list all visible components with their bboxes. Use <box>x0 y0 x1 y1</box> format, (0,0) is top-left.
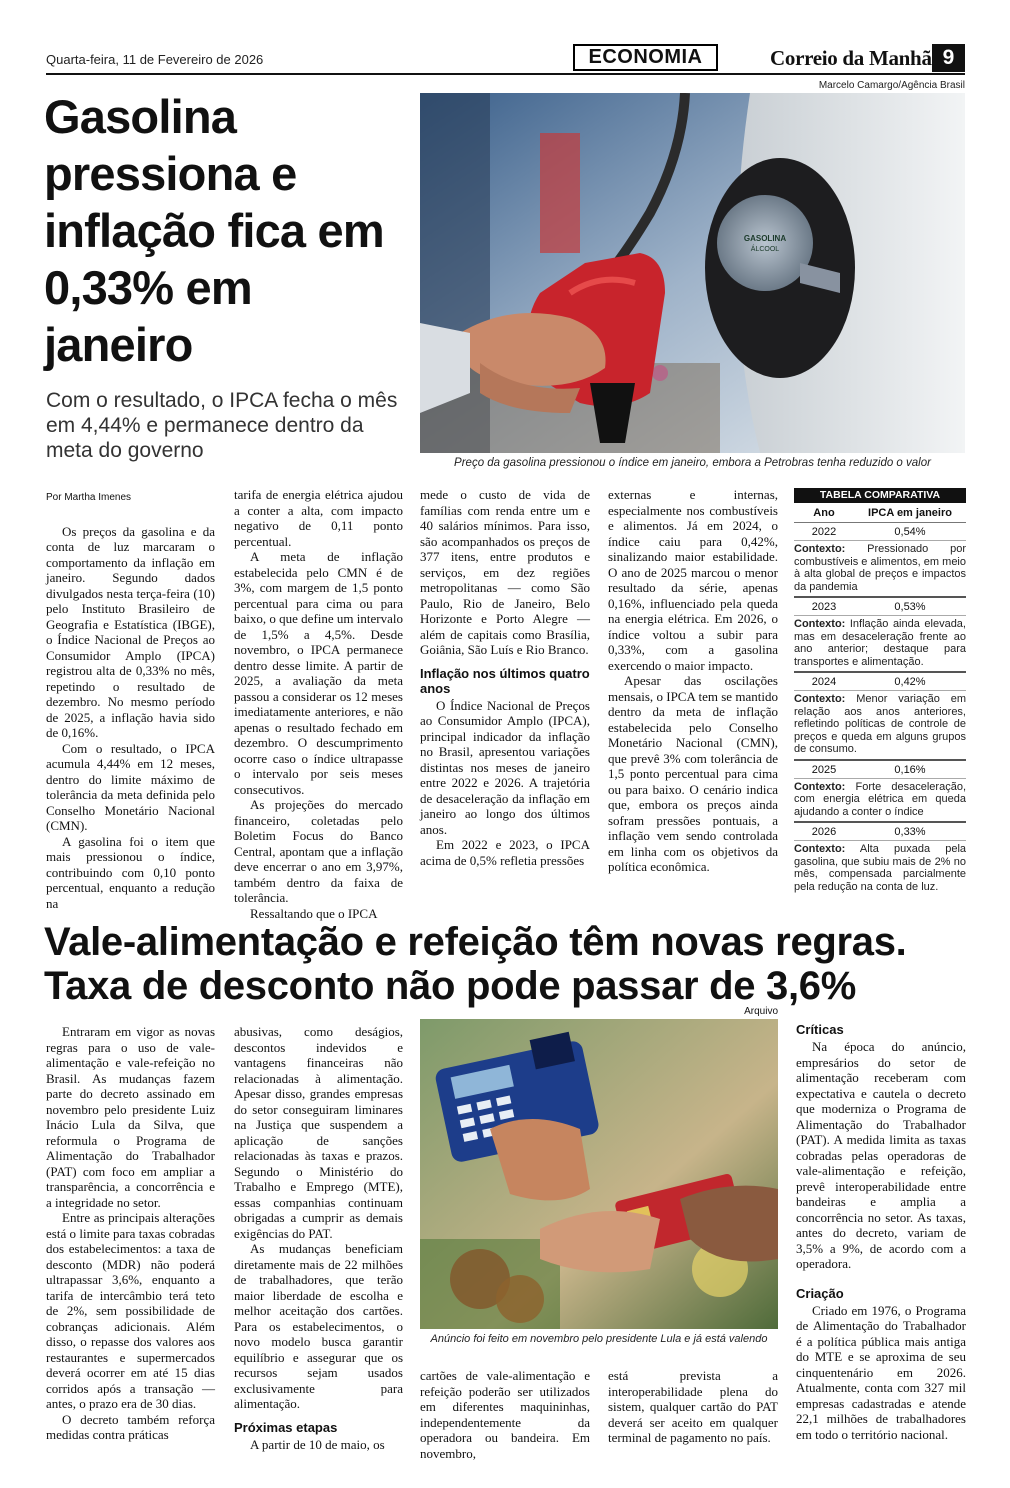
context-text: Forte desaceleração, com energia elétrica em queda ajudando a conter o índice <box>794 780 966 818</box>
card-payment-illustration <box>420 1019 778 1329</box>
context-label: Contexto: <box>794 543 846 555</box>
paragraph: está prevista a interoperabilidade plena do sistem, qualquer cartão do PAT deverá ser aceito em qualquer terminal de pagamento no país. <box>608 1368 778 1445</box>
column-header-year: Ano <box>813 507 835 519</box>
context-label: Contexto: <box>794 618 846 630</box>
table-title: TABELA COMPARATIVA <box>794 488 966 503</box>
table-row <box>794 761 966 779</box>
headline-line-2: Taxa de desconto não pode passar de 3,6% <box>44 964 856 1008</box>
table-context <box>794 541 966 598</box>
context-label: Contexto: <box>794 843 846 855</box>
gas-pump-photo <box>420 93 965 453</box>
article2-column-1 <box>46 1024 215 1443</box>
article1-photo-caption: Preço da gasolina pressionou o índice em janeiro, embora a Petrobras tenha reduzido o valor <box>454 457 931 469</box>
article1-subtitle: Com o resultado, o IPCA fecha o mês em 4,44% e permanece dentro da meta do governo <box>46 389 398 462</box>
table-value: 0,33% <box>894 826 926 838</box>
paragraph: abusivas, como deságios, descontos indevidos e vantagens financeiras não relacionadas à alimentação. Apesar disso, grandes empresas do setor conseguiram liminares na Justiça que suspendem a aplicação de sanções relacionadas às taxas e prazos. Segundo o Ministério do Trabalho e Emprego (MTE), essas companhias continuam obrigadas a cumprir as demais exigências do PAT. <box>234 1024 403 1241</box>
context-label: Contexto: <box>794 780 846 793</box>
section-label: ECONOMIA <box>573 44 718 71</box>
paragraph: A meta de inflação estabelecida pelo CMN é de 3%, com margem de 1,5 ponto percentual para cima ou para baixo, o que define um intervalo de 1,5% a 4,5%. Desde novembro, o IPCA permanece dentro desse limite. A partir de 2025, a avaliação da meta passou a considerar os 12 meses imediatamente anteriores, e não apenas o resultado fechado em dezembro. O descumprimento ocorre caso o índice ultrapasse o intervalo por seis meses consecutivos. <box>234 549 403 797</box>
svg-text:ÁLCOOL: ÁLCOOL <box>750 246 780 253</box>
article2-headline <box>44 920 974 1008</box>
table-year: 2023 <box>811 601 837 613</box>
article1-column-3 <box>420 487 590 868</box>
paragraph: cartões de vale-alimentação e refeição poderão ser utilizados em diferentes maquininhas, independentemente da operadora ou bandeira. Em novembro, <box>420 1368 590 1461</box>
article2-photo-credit: Arquivo <box>744 1006 778 1017</box>
context-label: Contexto: <box>794 693 846 705</box>
table-context <box>794 841 966 896</box>
paragraph: Criado em 1976, o Programa de Alimentação do Trabalhador é a política pública mais antiga do MTE e se aproxima de seu cinquentenário em 2026. Atualmente, conta com 327 mil empresas cadastradas e atende 22,1 milhões de trabalhadores em todo o território nacional. <box>796 1302 966 1442</box>
table-row <box>794 598 966 616</box>
context-text: Pressionado por combustíveis e alimentos, em meio à alta global de preços e impactos da pandemia <box>794 543 966 593</box>
paragraph: A gasolina foi o item que mais pressionou o índice, contribuindo com 0,10 ponto percentual, enquanto a redução na <box>46 833 215 911</box>
headline-line-1: Vale-alimentação e refeição têm novas regras. <box>44 920 907 964</box>
paragraph: Entraram em vigor as novas regras para o uso de vale-alimentação e vale-refeição no Brasil. As mudanças fazem parte do decreto assinado em novembro pelo presidente Luiz Inácio Lula da Silva, que reformula o Programa de Alimentação do Trabalhador (PAT) com foco em ampliar a transparência, a concorrência e a integridade no setor. <box>46 1024 215 1210</box>
subheading: Inflação nos últimos quatro anos <box>420 665 590 696</box>
paragraph: Entre as principais alterações está o limite para taxas cobradas dos estabelecimentos: a taxa de desconto (MDR) não poderá ultrapassar 3,6%, enquanto a tarifa de intercâmbio terá teto de 2%, sem possibilidade de cobranças adicionais. Além disso, o repasse dos valores aos restaurantes e supermercados deverá ocorrer em até 15 dias corridos após a transação — antes, o prazo era de 30 dias. <box>46 1210 215 1411</box>
table-year: 2024 <box>811 676 837 688</box>
table-context <box>794 616 966 673</box>
paragraph: O Índice Nacional de Preços ao Consumidor Amplo (IPCA), principal indicador da inflação no Brasil, apresentou variações distintas nos meses de janeiro entre 2022 e 2026. A trajetória de desaceleração da inflação em janeiro ao longo dos últimos anos. <box>420 697 590 837</box>
card-payment-photo <box>420 1019 778 1329</box>
paragraph: Apesar das oscilações mensais, o IPCA tem se mantido dentro da meta de inflação estabelecida pelo Conselho Monetário Nacional (CMN), que prevê 3% com tolerância de 1,5 ponto percentual para cima ou para baixo. O cenário indica que, embora os preços ainda sofram pressões pontuais, a inflação vem sendo controlada em linha com os objetivos da política econômica. <box>608 673 778 874</box>
byline: Por Martha Imenes <box>46 492 132 503</box>
paragraph: Na época do anúncio, empresários do setor de alimentação receberam com expectativa e cautela o decreto que moderniza o Programa de Alimentação do Trabalhador (PAT). A medida limita as taxas cobradas pelas operadoras de vale-alimentação e refeição, prevê interoperabilidade entre bandeiras e amplia a concorrência no setor. As taxas, antes do decreto, variam de 3,5% a 9%, de acordo com a operadora. <box>796 1039 966 1271</box>
paragraph: Os preços da gasolina e da conta de luz marcaram o comportamento da inflação em janeiro. Segundo dados divulgados nesta terça-feira (10) pelo Instituto Brasileiro de Geografia e Estatística (IBGE), o Índice Nacional de Preços ao Consumidor Amplo (IPCA) registrou alta de 0,33% no mês, repetindo o resultado de dezembro. No mesmo período de 2025, a inflação havia sido de 0,16%. <box>46 523 215 740</box>
subheading: Criação <box>796 1285 844 1301</box>
paragraph: Ressaltando que o IPCA <box>250 905 378 921</box>
article1-column-4 <box>608 487 778 875</box>
paragraph: As mudanças beneficiam diretamente mais de 22 milhões de trabalhadores, que terão maior liberdade de escolha e melhor aceitação dos cartões. Para os estabelecimentos, o novo modelo busca garantir equilíbrio e assegurar que os recursos sejam usados exclusivamente para alimentação. <box>234 1241 403 1411</box>
svg-text:GASOLINA: GASOLINA <box>743 234 787 243</box>
article1-photo-credit: Marcelo Camargo/Agência Brasil <box>818 80 965 91</box>
header-rule <box>46 73 965 75</box>
table-row <box>794 823 966 841</box>
article2-column-3 <box>420 1368 590 1461</box>
page-number: 9 <box>932 44 965 72</box>
subheading: Críticas <box>796 1022 844 1037</box>
paragraph: As projeções do mercado financeiro, coletadas pelo Boletim Focus do Banco Central, apontam que a inflação deve encerrar o ano em 3,97%, também dentro da faixa de tolerância. <box>234 797 403 905</box>
paragraph: A partir de 10 de maio, os <box>250 1436 385 1452</box>
article2-column-2 <box>234 1024 403 1452</box>
paragraph: Em 2022 e 2023, o IPCA acima de 0,5% refletia pressões <box>420 837 590 868</box>
gas-pump-illustration <box>420 93 965 453</box>
table-value: 0,42% <box>894 676 926 688</box>
paragraph: O decreto também reforça medidas contra práticas <box>46 1411 215 1442</box>
table-row <box>794 673 966 691</box>
context-text: Menor variação em relação aos anos anteriores, refletindo políticas de controle de preços e queda em alguns grupos de consumo. <box>794 693 966 755</box>
paragraph: tarifa de energia elétrica ajudou a conter a alta, com impacto negativo de 0,11 ponto percentual. <box>234 487 403 549</box>
paragraph: mede o custo de vida de famílias com renda entre um e 40 salários mínimos. Para isso, são acompanhados os preços de 377 itens, entre produtos e serviços, em dez regiões metropolitanas — como São Paulo, Rio de Janeiro, Belo Horizonte e Porto Alegre — além de capitais como Brasília, Goiânia, São Luís e Rio Branco. <box>420 487 590 657</box>
header-date: Quarta-feira, 11 de Fevereiro de 2026 <box>46 52 264 67</box>
article1-column-2 <box>234 487 403 921</box>
context-text: Alta puxada pela gasolina, que subiu mais de 2% no mês, compensada parcialmente pela redução na conta de luz. <box>794 843 967 893</box>
article2-photo-caption: Anúncio foi feito em novembro pelo presidente Lula e já está valendo <box>430 1333 768 1345</box>
newspaper-logo: Correio da Manhã <box>770 46 932 70</box>
table-value: 0,16% <box>894 763 926 776</box>
column-header-ipca: IPCA em janeiro <box>868 507 952 519</box>
paragraph: Com o resultado, o IPCA acumula 4,44% em 12 meses, dentro do limite máximo de tolerância da meta definida pelo Conselho Monetário Nacional (CMN). <box>46 740 215 833</box>
table-context <box>794 691 966 761</box>
article1-headline: Gasolina pressiona e inflação fica em 0,33% em janeiro <box>44 90 384 371</box>
article1-column-1 <box>46 490 215 911</box>
table-value: 0,54% <box>894 526 926 538</box>
table-header-row <box>794 503 966 523</box>
comparative-table <box>794 488 966 896</box>
subheading: Próximas etapas <box>234 1419 338 1435</box>
table-year: 2022 <box>811 526 837 538</box>
article2-column-5 <box>796 1022 966 1442</box>
table-row <box>794 523 966 541</box>
table-value: 0,53% <box>894 601 926 613</box>
table-year: 2026 <box>811 826 837 838</box>
article2-column-4 <box>608 1368 778 1446</box>
context-text: Inflação ainda elevada, mas em desaceleração frente ao ano anterior; destaque para transportes e alimentação. <box>794 618 966 668</box>
table-context <box>794 779 966 824</box>
paragraph: externas e internas, especialmente nos combustíveis e alimentos. Já em 2024, o índice caiu para 0,42%, sinalizando maior estabilidade. O ano de 2025 marcou o menor resultado da série, apenas 0,16%, influenciado pela queda na energia elétrica. Em 2026, o índice voltou a subir para 0,33%, com a gasolina exercendo o maior impacto. <box>608 487 778 673</box>
table-year: 2025 <box>811 763 837 776</box>
